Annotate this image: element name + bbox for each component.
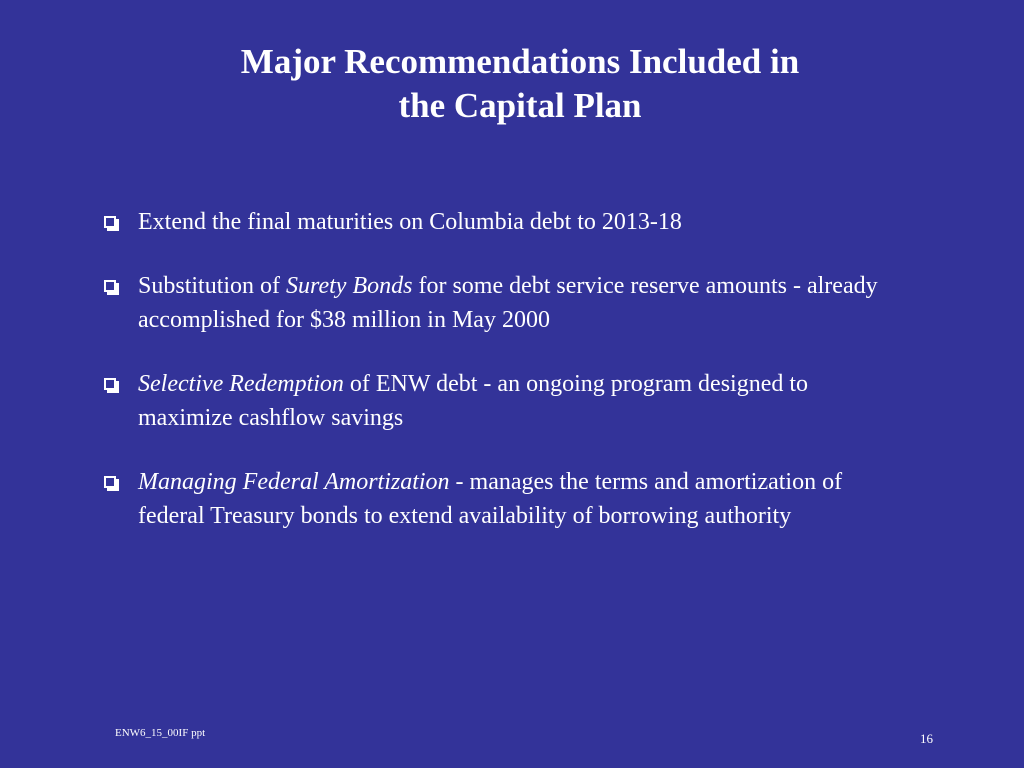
title-line-1: Major Recommendations Included in — [240, 42, 800, 81]
bullet-italic-text: Managing Federal Amortization — [138, 469, 450, 495]
bullet-item — [102, 367, 902, 435]
checkbox-bullet-icon — [104, 216, 116, 228]
bullet-italic-text: Surety Bonds — [286, 273, 413, 299]
bullet-item — [102, 465, 902, 533]
checkbox-bullet-icon — [104, 280, 116, 292]
checkbox-bullet-icon — [104, 476, 116, 488]
bullet-text-after: for some debt service reserve amounts - already accomplished for $38 million in May 2000 — [138, 273, 878, 333]
bullet-text-before: Substitution of — [138, 273, 287, 299]
page-number: 16 — [920, 731, 933, 746]
bullet-text-after: of ENW debt - an ongoing program designed to maximize cashflow savings — [138, 371, 809, 431]
slide-title — [150, 40, 890, 128]
title-line-2: the Capital Plan — [398, 86, 642, 125]
bullet-text-before: Extend the final maturities on Columbia debt to 2013-18 — [138, 209, 682, 235]
footer-filename: ENW6_15_00IF ppt — [115, 727, 206, 739]
bullet-item — [102, 205, 902, 239]
bullet-italic-text: Selective Redemption — [138, 371, 344, 397]
checkbox-bullet-icon — [104, 378, 116, 390]
bullet-text-after: - manages the terms and amortization of federal Treasury bonds to extend availability of borrowing authority — [138, 469, 843, 529]
bullet-item — [102, 269, 902, 337]
bullet-list — [102, 205, 902, 563]
